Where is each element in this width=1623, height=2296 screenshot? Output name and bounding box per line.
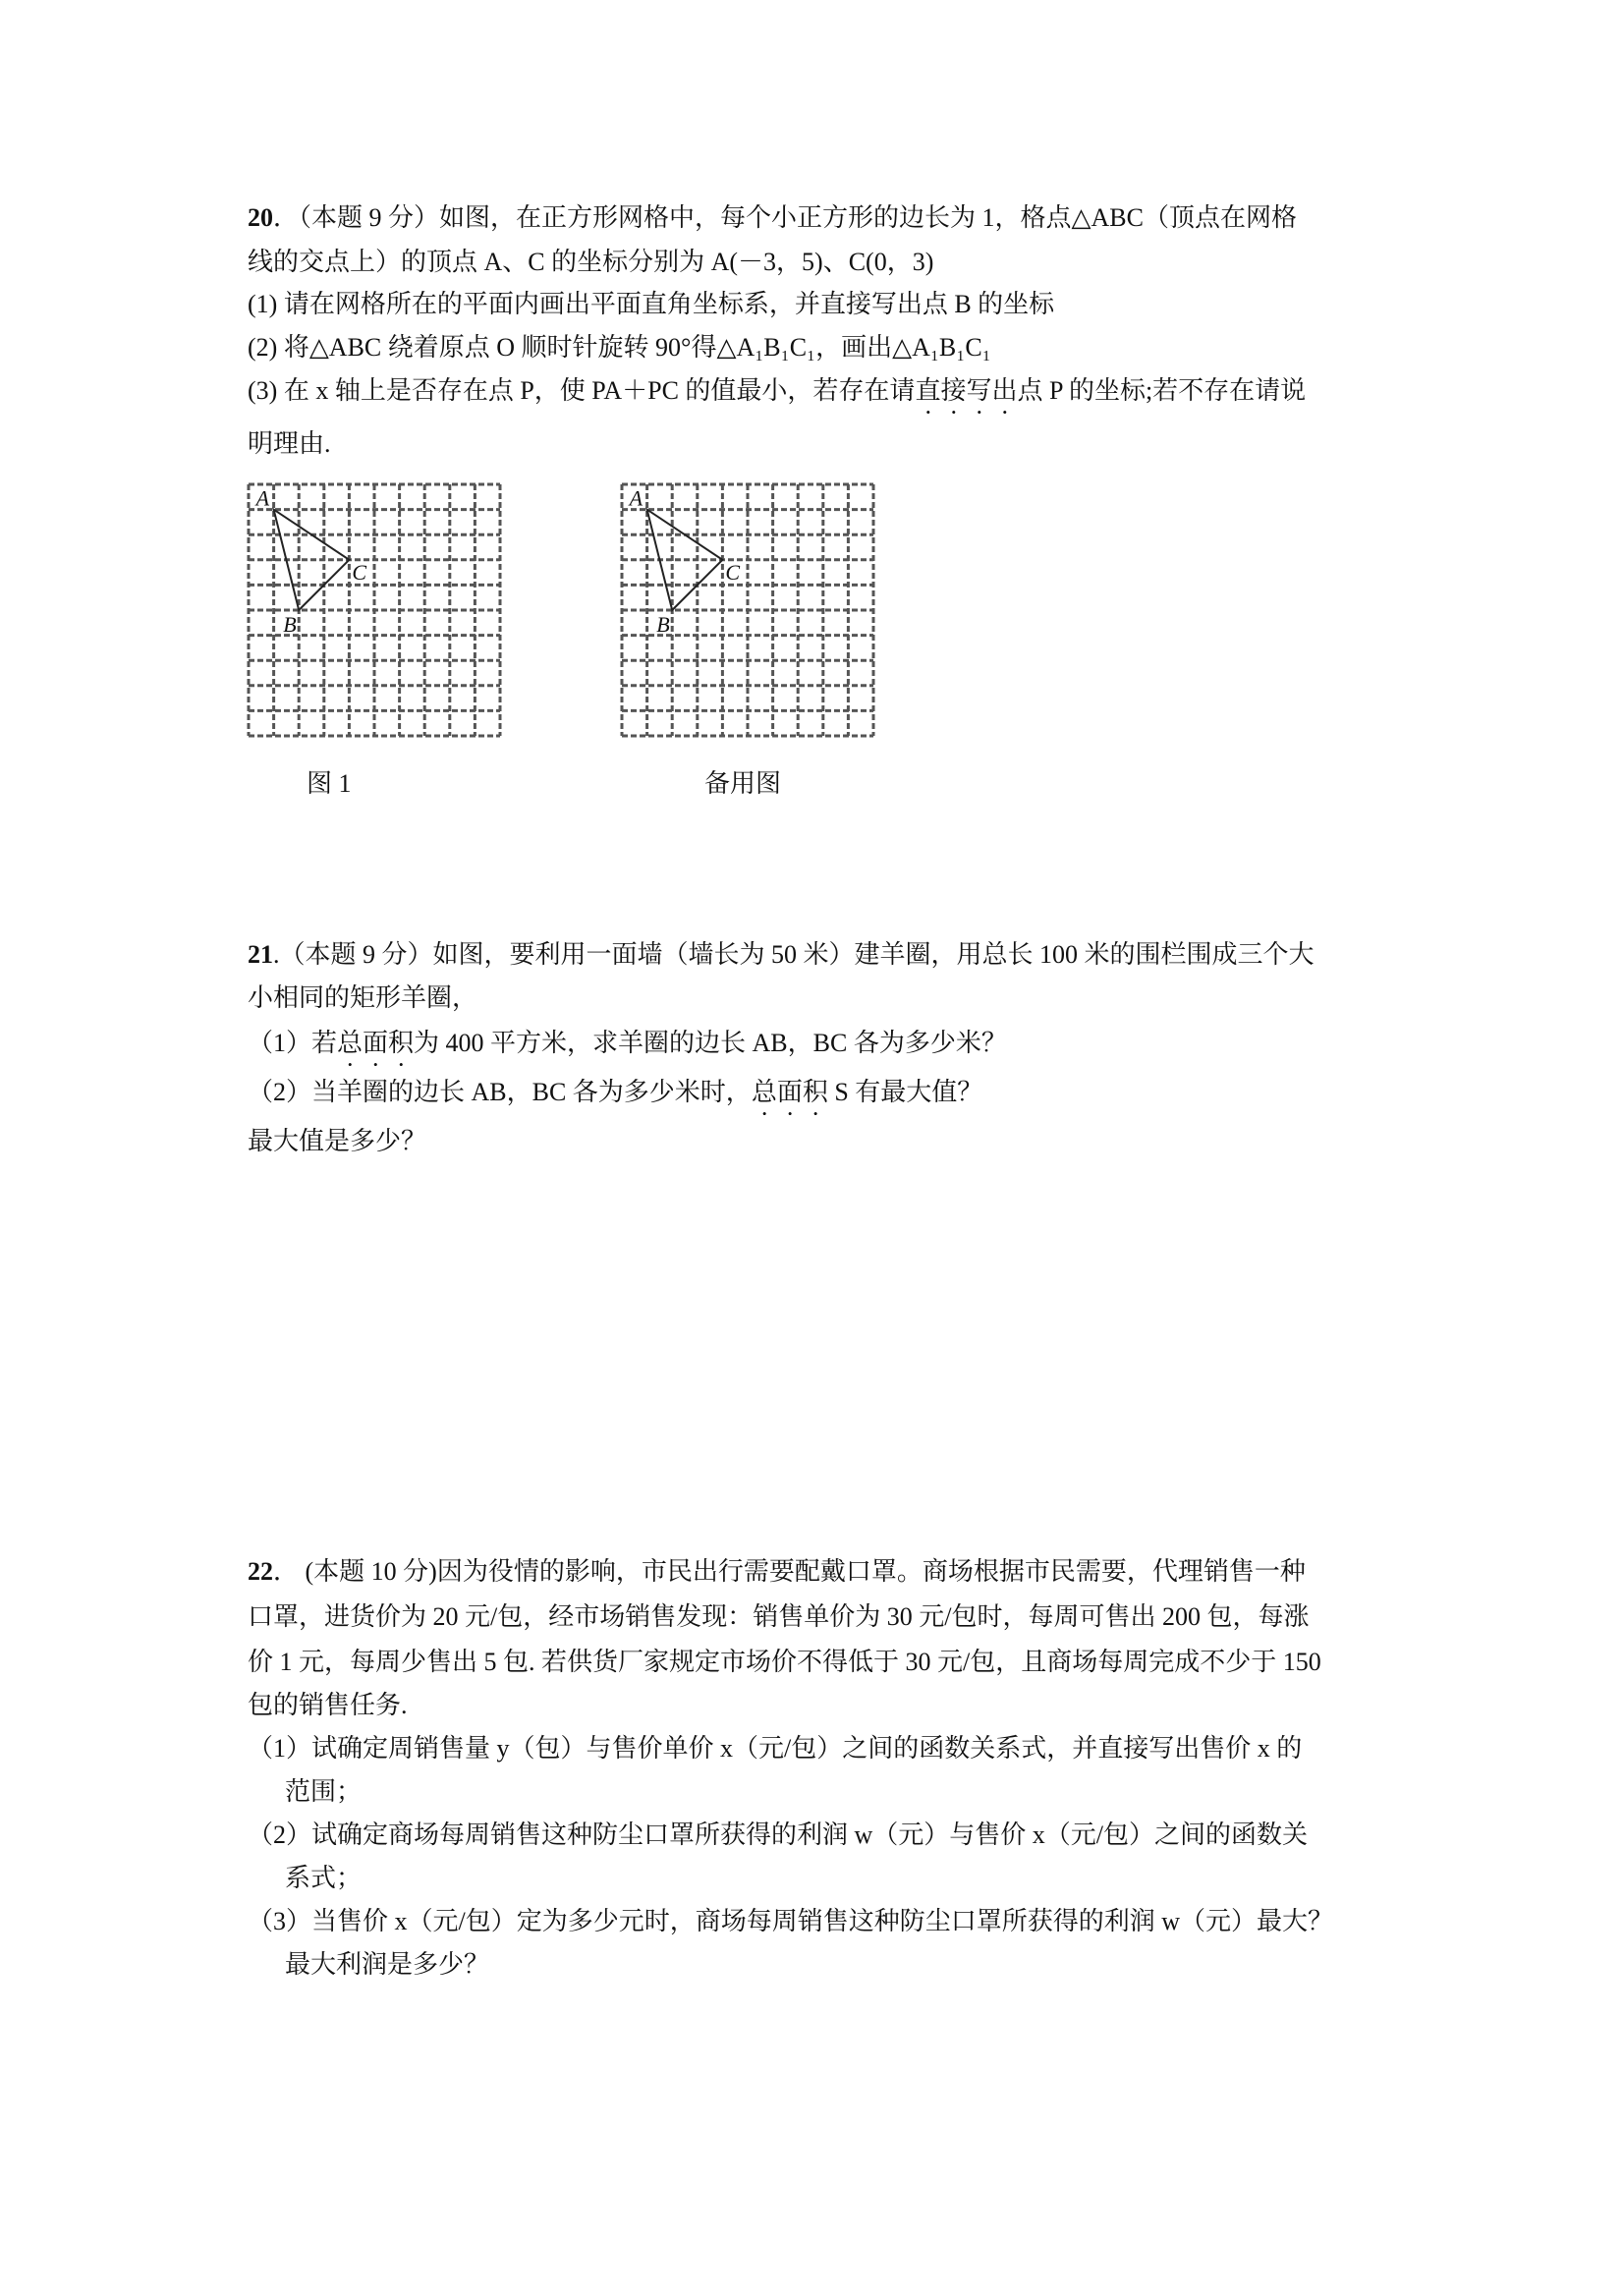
- q20-part1: (1) 请在网格所在的平面内画出平面直角坐标系，并直接写出点 B 的坐标: [248, 290, 1055, 318]
- q21-part1-b: 为 400 平方米，求羊圈的边长 AB，BC 各为多少米？: [414, 1029, 1007, 1057]
- q21-stem-2: 小相同的矩形羊圈，: [248, 983, 478, 1012]
- q21-line1: [248, 939, 1315, 971]
- q21-part2-a: （2）当羊圈的边长 AB，BC 各为多少米时，: [248, 1078, 752, 1106]
- q21-stem-1: .（本题 9 分）如图，要利用一面墙（墙长为 50 米）建羊圈，用总长 100 米的围栏围成三个大: [273, 940, 1315, 969]
- q21-part2-emphasis: 总面积: [751, 1078, 828, 1106]
- figure-2-grid: [614, 476, 889, 752]
- q20-stem-1: ．（本题 9 分）如图，在正方形网格中，每个小正方形的边长为 1，格点△ABC（顶点在网格: [273, 203, 1297, 232]
- q20-part3: [248, 375, 1306, 420]
- q22-stem-1: ． (本题 10 分)因为役情的影响，市民出行需要配戴口罩。商场根据市民需要，代理销售一种: [273, 1557, 1306, 1586]
- q22-part3-a: （3）当售价 x（元/包）定为多少元时，商场每周销售这种防尘口罩所获得的利润 w（元）最大？: [248, 1907, 1334, 1935]
- q22-part2-b: 系式；: [285, 1864, 363, 1892]
- figure-1-grid: [241, 476, 516, 752]
- vertex-label-c: C: [352, 559, 367, 585]
- vertex-label-b: B: [656, 612, 670, 637]
- q21-part1: [248, 1028, 1007, 1072]
- vertex-label-c: C: [725, 559, 741, 585]
- q22-stem-3: 价 1 元，每周少售出 5 包. 若供货厂家规定市场价不得低于 30 元/包，且商场每周完成不少于 150: [248, 1648, 1321, 1676]
- q20-part3-emphasis: 直接写出: [915, 376, 1018, 405]
- vertex-label-a: A: [255, 485, 270, 511]
- q21-part1-emphasis: 总面积: [337, 1029, 415, 1057]
- q21-part2: [248, 1077, 982, 1121]
- q20-part2: (2) 将△ABC 绕着原点 O 顺时针旋转 90°得△A₁B₁C₁，画出△A₁B₁C₁: [248, 333, 991, 362]
- q22-stem-2: 口罩，进货价为 20 元/包，经市场销售发现：销售单价为 30 元/包时，每周可售出 200 包，每涨: [248, 1602, 1310, 1631]
- q22-part2-a: （2）试确定商场每周销售这种防尘口罩所获得的利润 w（元）与售价 x（元/包）之间的函数关: [248, 1820, 1309, 1849]
- q22-number: 22: [248, 1557, 273, 1586]
- vertex-label-b: B: [283, 612, 297, 637]
- q22-line1: [248, 1556, 1306, 1588]
- q22-part1-b: 范围；: [285, 1777, 363, 1806]
- q20-part3-a: (3) 在 x 轴上是否存在点 P，使 PA＋PC 的值最小，若存在请: [248, 376, 916, 405]
- q20-part3-c: 明理由.: [248, 429, 331, 458]
- q20-stem-2: 线的交点上）的顶点 A、C 的坐标分别为 A(－3，5)、C(0，3): [248, 248, 934, 276]
- q21-number: 21: [248, 940, 273, 969]
- q20-line1: [248, 202, 1297, 234]
- q20-part3-b: 点 P 的坐标;若不存在请说: [1017, 376, 1307, 405]
- q22-stem-4: 包的销售任务.: [248, 1691, 408, 1719]
- q20-number: 20: [248, 203, 273, 232]
- figure-2-caption: 备用图: [704, 769, 782, 798]
- q21-part2-c: 最大值是多少？: [248, 1127, 427, 1155]
- q21-part2-b: S 有最大值？: [827, 1078, 983, 1106]
- q21-part1-a: （1）若: [248, 1029, 338, 1057]
- q22-part1-a: （1）试确定周销售量 y（包）与售价单价 x（元/包）之间的函数关系式，并直接写出售价 x 的: [248, 1734, 1303, 1763]
- vertex-label-a: A: [629, 485, 644, 511]
- figure-1-caption: 图 1: [307, 769, 352, 798]
- q22-part3-b: 最大利润是多少？: [285, 1950, 490, 1979]
